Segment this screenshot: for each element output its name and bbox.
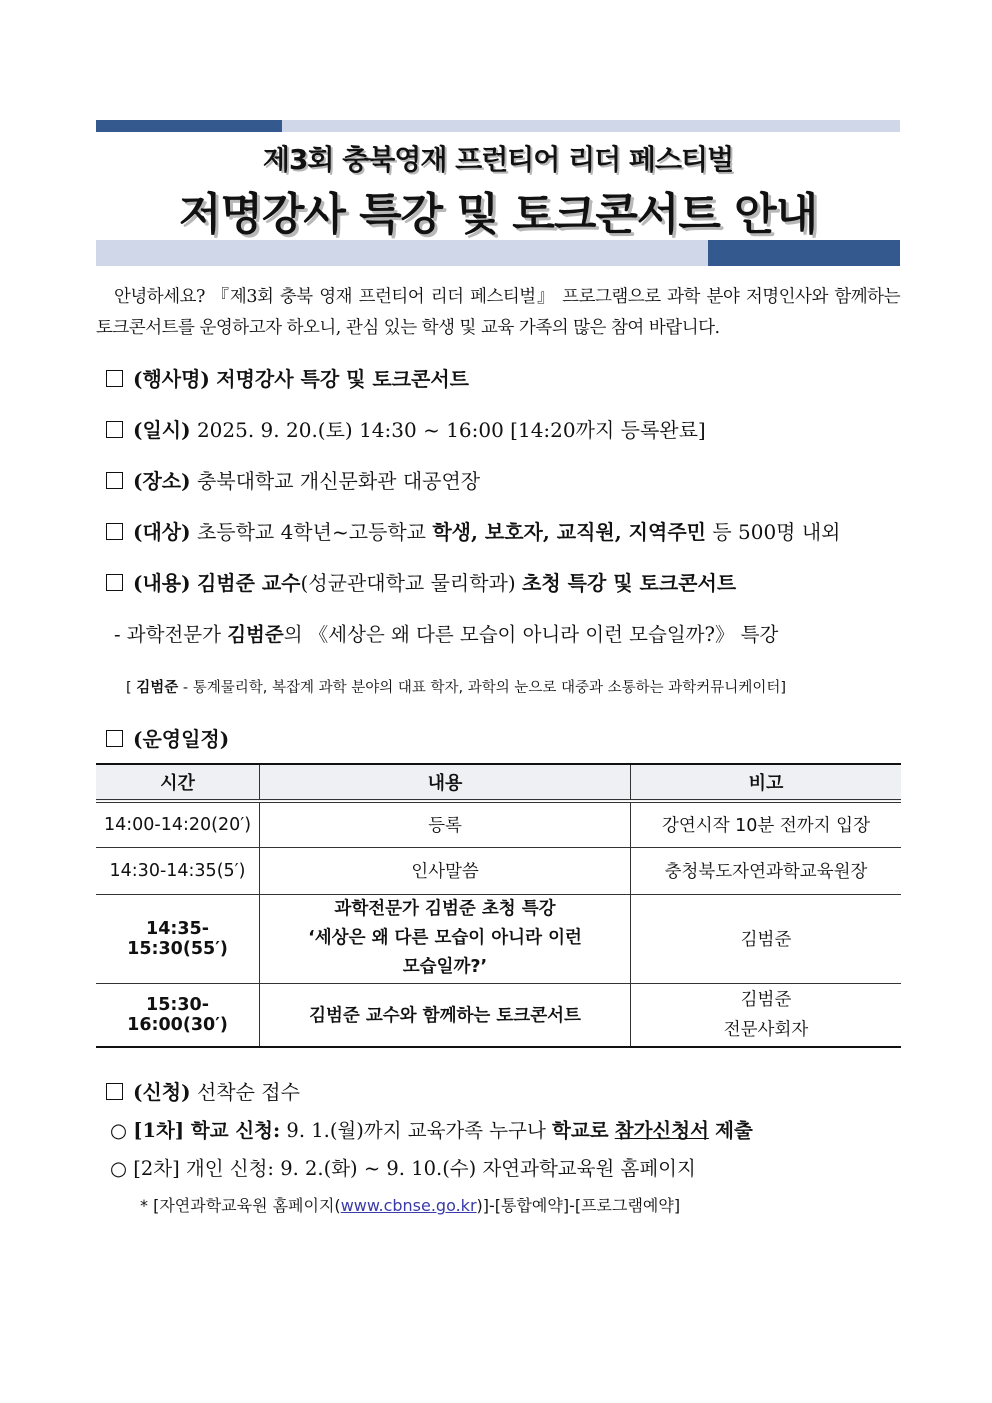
- item-value-bold: 학생, 보호자, 교직원, 지역주민: [432, 520, 706, 544]
- item-target: [106, 516, 841, 545]
- cell-note-line: 김범준: [740, 989, 792, 1010]
- lecture-line: [114, 619, 778, 647]
- item-value: 충북대학교 개신문화관 대공연장: [196, 469, 481, 493]
- title-bar-bottom-accent: [708, 240, 900, 266]
- apply-second-round: [110, 1153, 696, 1181]
- schedule-table: [96, 763, 901, 1048]
- checkbox-icon: [106, 574, 123, 591]
- cell-content: 김범준 교수와 함께하는 토크콘서트: [260, 983, 631, 1047]
- speaker-bio: [126, 676, 786, 697]
- bio-bracket: [: [126, 680, 132, 696]
- cell-time: 15:30-16:00(30′): [96, 983, 260, 1047]
- item-label: (행사명): [133, 367, 210, 391]
- item-value: 등 500명 내외: [712, 520, 841, 544]
- table-row: [96, 983, 901, 1047]
- cell-content: 인사말씀: [260, 847, 631, 894]
- intro-paragraph: [96, 282, 900, 344]
- cell-note-line: 전문사회자: [723, 1019, 809, 1040]
- bio-name: 김범준: [136, 680, 179, 696]
- homepage-link[interactable]: www.cbnse.go.kr: [340, 1196, 477, 1215]
- application-form-text: 참가신청서: [614, 1119, 709, 1142]
- cell-time: 14:30-14:35(5′): [96, 847, 260, 894]
- item-label: (일시): [133, 418, 191, 442]
- cell-time: 14:00-14:20(20′): [96, 801, 260, 847]
- checkbox-icon: [106, 730, 123, 747]
- item-event: [106, 363, 469, 392]
- lecture-name: 김범준: [227, 623, 284, 646]
- cell-content-line: 모습일까?’: [402, 957, 488, 977]
- checkbox-icon: [106, 421, 123, 438]
- lecture-post: 의 《세상은 왜 다른 모습이 아니라 이런 모습일까?》 특강: [283, 623, 779, 646]
- cell-note: 충청북도자연과학교육원장: [631, 847, 902, 894]
- checkbox-icon: [106, 472, 123, 489]
- cell-time: 14:35-15:30(55′): [96, 894, 260, 983]
- note-post: )]-[통합예약]-[프로그램예약]: [476, 1196, 681, 1215]
- item-schedule: [106, 723, 229, 752]
- header-time: 시간: [96, 764, 260, 801]
- checkbox-icon: [106, 1083, 123, 1100]
- item-value: 선착순 접수: [196, 1080, 300, 1104]
- apply-note: [140, 1193, 680, 1216]
- intro-text: 안녕하세요? 『제3회 충북 영재 프런티어 리더 페스티벌』 프로그램으로 과학 분야 저명인사와 함께하는 토크콘서트를 운영하고자 하오니, 관심 있는 학생 및 교육 가족의 많은 참여 바랍니다.: [96, 287, 900, 338]
- checkbox-icon: [106, 370, 123, 387]
- table-row: [96, 847, 901, 894]
- header-note: 비고: [631, 764, 902, 801]
- checkbox-icon: [106, 523, 123, 540]
- apply-first-round: [110, 1115, 753, 1143]
- title-line-1: 제3회 충북영재 프런티어 리더 페스티벌: [262, 143, 734, 176]
- cell-note: [631, 983, 902, 1047]
- table-row: [96, 894, 901, 983]
- bio-text: - 통계물리학, 복잡계 과학 분야의 대표 학자, 과학의 눈으로 대중과 소통하는 과학커뮤니케이터]: [182, 680, 786, 696]
- item-value: (성균관대학교 물리학과): [300, 571, 516, 595]
- table-row: [96, 801, 901, 847]
- item-date: [106, 414, 706, 443]
- first-round-bold: 학교로: [552, 1119, 609, 1142]
- cell-note: 강연시작 10분 전까지 입장: [631, 801, 902, 847]
- first-round-label: [1차] 학교 신청:: [133, 1119, 281, 1142]
- table-header-row: [96, 764, 901, 801]
- item-label: (신청): [133, 1080, 191, 1104]
- item-value: 초등학교 4학년~고등학교: [196, 520, 426, 544]
- cell-note: 김범준: [631, 894, 902, 983]
- cell-content-line: ‘세상은 왜 다른 모습이 아니라 이런: [308, 928, 582, 948]
- first-round-bold: 제출: [715, 1119, 753, 1142]
- cell-content: 등록: [260, 801, 631, 847]
- second-round-text: [2차] 개인 신청: 9. 2.(화) ~ 9. 10.(수) 자연과학교육원 홈페이지: [133, 1157, 696, 1180]
- item-label: (운영일정): [133, 727, 230, 751]
- note-pre: * [자연과학교육원 홈페이지(: [140, 1196, 341, 1215]
- item-label: (대상): [133, 520, 191, 544]
- first-round-text: 9. 1.(월)까지 교육가족 누구나: [286, 1119, 546, 1142]
- item-place: [106, 465, 480, 494]
- cell-content-line: 과학전문가 김범준 초청 특강: [334, 899, 556, 919]
- item-label: (내용): [133, 571, 191, 595]
- item-value-bold: 김범준 교수: [196, 571, 301, 595]
- circle-bullet-icon: ○: [110, 1119, 128, 1142]
- item-value: 2025. 9. 20.(토) 14:30 ~ 16:00 [14:20까지 등록완료]: [196, 418, 706, 442]
- item-content: [106, 567, 736, 596]
- header-content: 내용: [260, 764, 631, 801]
- page-title: 저명강사 특강 및 토크콘서트 안내: [178, 189, 818, 240]
- title-bar-top-accent: [96, 120, 282, 132]
- circle-bullet-icon: ○: [110, 1157, 128, 1180]
- item-value-bold: 초청 특강 및 토크콘서트: [522, 571, 737, 595]
- item-label: (장소): [133, 469, 191, 493]
- lecture-pre: - 과학전문가: [114, 623, 221, 646]
- cell-content: [260, 894, 631, 983]
- item-apply: [106, 1076, 300, 1105]
- item-value: 저명강사 특강 및 토크콘서트: [216, 367, 469, 391]
